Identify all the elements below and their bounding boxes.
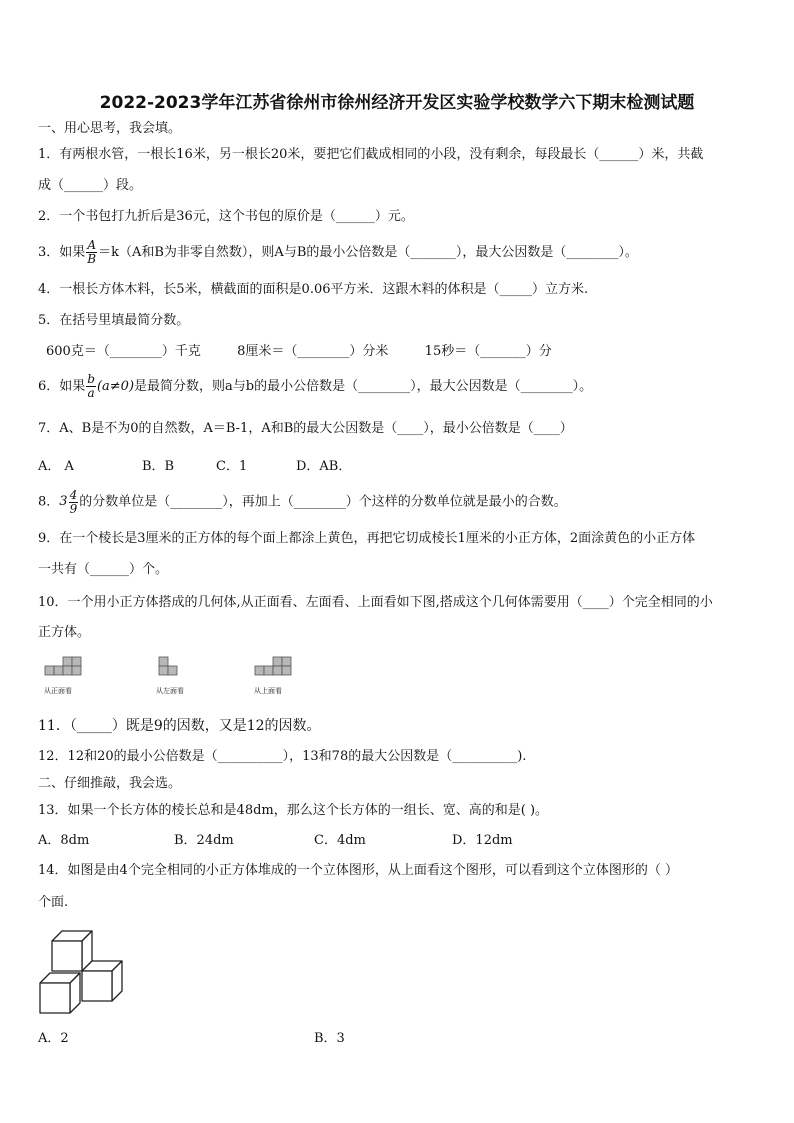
q13-option-a: A．8dm <box>38 833 90 848</box>
question-3 <box>38 238 638 268</box>
q6-numerator: b <box>87 372 95 386</box>
question-13: 13．如果一个长方体的棱长总和是48dm，那么这个长方体的一组长、宽、高的和是( )。 <box>38 803 549 818</box>
stacked-cubes-drawing <box>38 927 128 1017</box>
q5-item-2: 8厘米＝（________）分米 <box>237 344 389 359</box>
question-11: 11．（_____）既是9的因数，又是12的因数。 <box>38 718 321 734</box>
q3-numerator: A <box>87 238 97 252</box>
front-view <box>44 655 88 696</box>
q6-fraction <box>86 373 96 400</box>
page-title: 2022-2023学年江苏省徐州市徐州经济开发区实验学校数学六下期末检测试题 <box>99 93 695 113</box>
question-14-line1: 14．如图是由4个完全相同的小正方体堆成的一个立体图形，从上面看这个图形，可以看到这个立体图形的（ ） <box>38 863 678 878</box>
q8-numerator: 4 <box>69 487 78 502</box>
question-14-options <box>38 1030 345 1048</box>
section-heading-choice: 二、仔细推敲，我会选。 <box>38 776 182 791</box>
question-2: 2．一个书包打九折后是36元，这个书包的原价是（______）元。 <box>38 209 414 224</box>
question-9-line2: 一共有（______）个。 <box>38 562 169 577</box>
front-view-grid <box>44 655 88 683</box>
top-view-label: 从上面看 <box>254 687 282 695</box>
three-view-figures <box>44 655 364 705</box>
q14-option-b: B．3 <box>314 1031 345 1046</box>
q13-option-c: C．4dm <box>314 833 366 848</box>
top-view <box>254 655 298 696</box>
q13-option-d: D．12dm <box>452 833 513 848</box>
left-view <box>156 655 184 696</box>
question-12: 12．12和20的最小公倍数是（__________），13和78的最大公因数是（__________). <box>38 749 527 764</box>
question-10-line1: 10．一个用小正方体搭成的几何体,从正面看、左面看、上面看如下图,搭成这个几何体需要用（____）个完全相同的小 <box>38 595 713 610</box>
q8-fraction <box>69 489 79 516</box>
q8-prefix: 8． <box>38 494 60 510</box>
section-heading-fill: 一、用心思考，我会填。 <box>38 121 182 136</box>
q8-suffix: 的分数单位是（________），再加上（________）个这样的分数单位就是最小的合数。 <box>79 494 567 510</box>
question-10-line2: 正方体。 <box>38 625 91 640</box>
q3-suffix: ＝k（A和B为非零自然数），则A与B的最小公倍数是（_______），最大公因数是（________）。 <box>98 245 638 260</box>
question-7-options <box>38 458 351 476</box>
question-5-items <box>46 343 552 361</box>
q8-whole: 3 <box>59 494 68 509</box>
question-5: 5．在括号里填最简分数。 <box>38 313 190 328</box>
q7-option-c: C．1 <box>216 459 248 474</box>
question-13-options <box>38 832 513 850</box>
question-7: 7．A、B是不为0的自然数，A＝B-1，A和B的最大公因数是（____），最小公倍数是（____） <box>38 421 573 436</box>
q6-condition: (a≠0) <box>96 379 135 394</box>
stacked-cubes-figure <box>38 927 128 1021</box>
left-view-label: 从左面看 <box>156 687 184 695</box>
q3-denominator: B <box>87 252 97 266</box>
top-view-grid <box>254 655 298 683</box>
question-1-line2: 成（______）段。 <box>38 178 143 193</box>
q3-fraction <box>86 239 97 266</box>
q6-prefix: 6．如果 <box>38 379 86 394</box>
q14-option-a: A．2 <box>38 1031 69 1046</box>
q7-option-d: D．AB． <box>296 459 352 474</box>
q6-denominator: a <box>87 386 95 400</box>
q13-option-b: B．24dm <box>174 833 234 848</box>
question-4: 4．一根长方体木料，长5米，横截面的面积是0.06平方米．这跟木料的体积是（_____）立方米. <box>38 282 589 297</box>
front-view-label: 从正面看 <box>44 687 72 695</box>
q3-prefix: 3．如果 <box>38 245 86 260</box>
q7-option-b: B．B <box>142 459 175 474</box>
q5-item-3: 15秒＝（_______）分 <box>424 344 552 359</box>
question-9-line1: 9．在一个棱长是3厘米的正方体的每个面上都涂上黄色，再把它切成棱长1厘米的小正方体，2面涂黄色的小正方体 <box>38 531 696 546</box>
left-view-grid <box>156 655 180 683</box>
q8-denominator: 9 <box>69 501 78 516</box>
q6-suffix: 是最简分数，则a与b的最小公倍数是（________），最大公因数是（________）。 <box>134 379 593 394</box>
q7-option-a: A． A <box>38 459 74 474</box>
question-6 <box>38 372 592 402</box>
question-14-line2: 个面. <box>38 895 69 910</box>
question-8 <box>38 487 567 518</box>
q5-item-1: 600克＝（________）千克 <box>46 344 201 359</box>
question-1-line1: 1．有两根水管，一根长16米，另一根长20米，要把它们截成相同的小段，没有剩余，每段最长（______）米，共截 <box>38 147 704 162</box>
